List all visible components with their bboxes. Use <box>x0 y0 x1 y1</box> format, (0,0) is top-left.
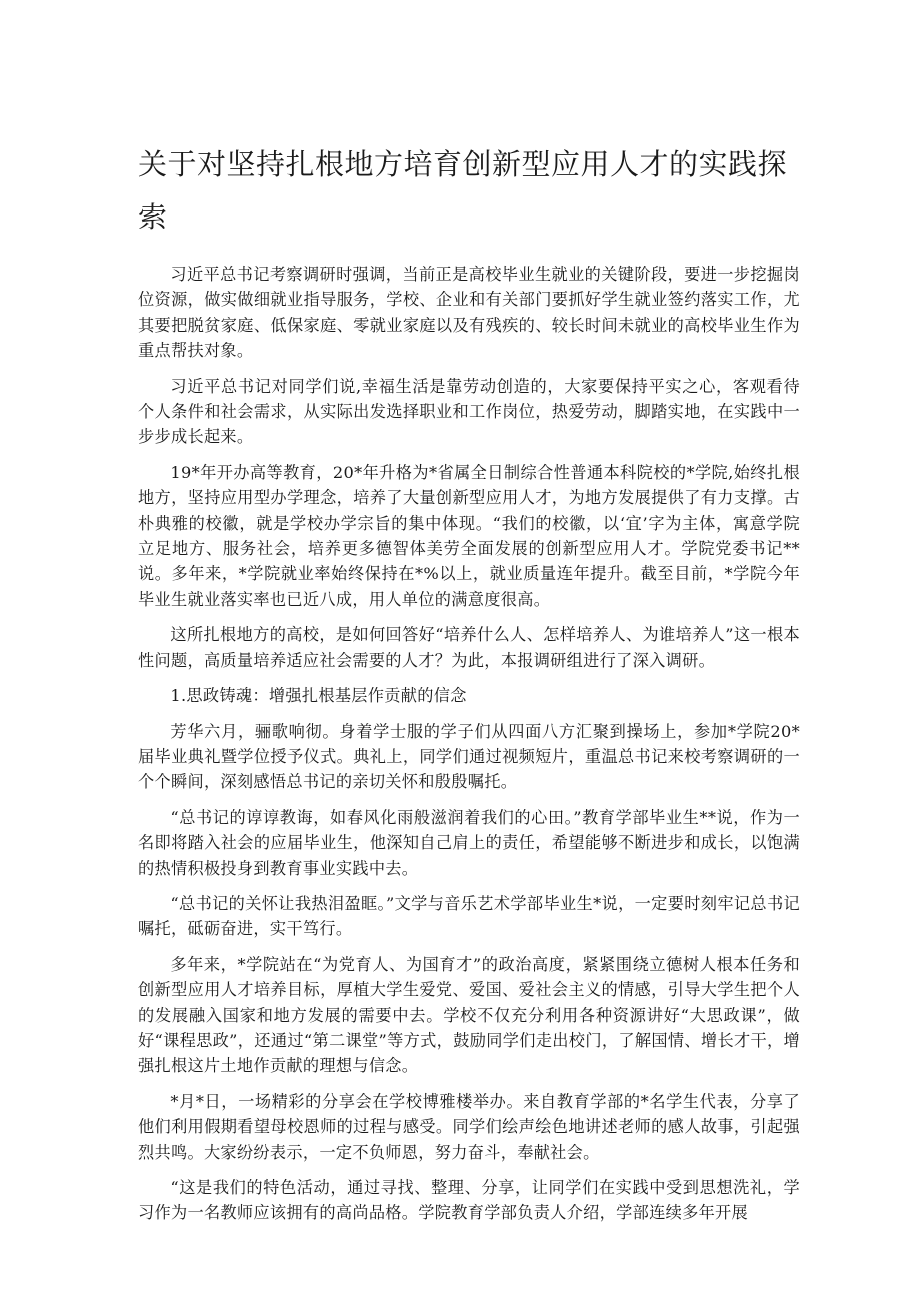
paragraph-9: *月*日，一场精彩的分享会在学校博雅楼举办。来自教育学部的*名学生代表，分享了他们利用假期看望母校恩师的过程与感受。同学们绘声绘色地讲述老师的感人故事，引起强烈共鸣。大家纷纷表示，一定不负师恩，努力奋斗，奉献社会。 <box>138 1091 800 1162</box>
paragraph-7: “总书记的关怀让我热泪盈眶。”文学与音乐艺术学部毕业生*说，一定要时刻牢记总书记嘱托，砥砺奋进，实干笃行。 <box>138 893 800 939</box>
document-title: 关于对坚持扎根地方培育创新型应用人才的实践探索 <box>138 147 788 234</box>
paragraph-1: 习近平总书记考察调研时强调，当前正是高校毕业生就业的关键阶段，要进一步挖掘岗位资源，做实做细就业指导服务，学校、企业和有关部门要抓好学生就业签约落实工作，尤其要把脱贫家庭、低保家庭、零就业家庭以及有残疾的、较长时间未就业的高校毕业生作为重点帮扶对象。 <box>138 265 800 361</box>
section-heading-1: 1.思政铸魂：增强扎根基层作贡献的信念 <box>170 686 467 706</box>
paragraph-8: 多年来，*学院站在“为党育人、为国育才”的政治高度，紧紧围绕立德树人根本任务和创新型应用人才培养目标，厚植大学生爱党、爱国、爱社会主义的情感，引导大学生把个人的发展融入国家和地方发展的需要中去。学校不仅充分利用各种资源讲好“大思政课”，做好“课程思政”，还通过“第二课堂”等方式，鼓励同学们走出校门，了解国情、增长才干，增强扎根这片土地作贡献的理想与信念。 <box>138 954 800 1076</box>
paragraph-2: 习近平总书记对同学们说,幸福生活是靠劳动创造的，大家要保持平实之心，客观看待个人条件和社会需求，从实际出发选择职业和工作岗位，热爱劳动，脚踏实地，在实践中一步步成长起来。 <box>138 376 800 447</box>
paragraph-6: “总书记的谆谆教诲，如春风化雨般滋润着我们的心田。”教育学部毕业生**说，作为一名即将踏入社会的应届毕业生，他深知自己肩上的责任，希望能够不断进步和成长，以饱满的热情积极投身到教育事业实践中去。 <box>138 807 800 878</box>
document-page <box>138 138 800 1236</box>
paragraph-10: “这是我们的特色活动，通过寻找、整理、分享，让同学们在实践中受到思想洗礼，学习作为一名教师应该拥有的高尚品格。学院教育学部负责人介绍，学部连续多年开展 <box>138 1178 800 1223</box>
paragraph-5: 芳华六月，骊歌响彻。身着学士服的学子们从四面八方汇聚到操场上，参加*学院20*届毕业典礼暨学位授予仪式。典礼上，同学们通过视频短片，重温总书记来校考察调研的一个个瞬间，深刻感悟总书记的亲切关怀和殷殷嘱托。 <box>138 721 800 792</box>
paragraph-4: 这所扎根地方的高校，是如何回答好“培养什么人、怎样培养人、为谁培养人”这一根本性问题，高质量培养适应社会需要的人才？为此，本报调研组进行了深入调研。 <box>138 625 800 670</box>
paragraph-3: 19*年开办高等教育，20*年升格为*省属全日制综合性普通本科院校的*学院,始终扎根地方，坚持应用型办学理念，培养了大量创新型应用人才，为地方发展提供了有力支撑。古朴典雅的校徽，就是学校办学宗旨的集中体现。“我们的校徽，以‘宜’字为主体，寓意学院立足地方、服务社会，培养更多德智体美劳全面发展的创新型应用人才。学院党委书记**说。多年来，*学院就业率始终保持在*%以上，就业质量连年提升。截至目前，*学院今年毕业生就业落实率也已近八成，用人单位的满意度很高。 <box>138 462 800 609</box>
